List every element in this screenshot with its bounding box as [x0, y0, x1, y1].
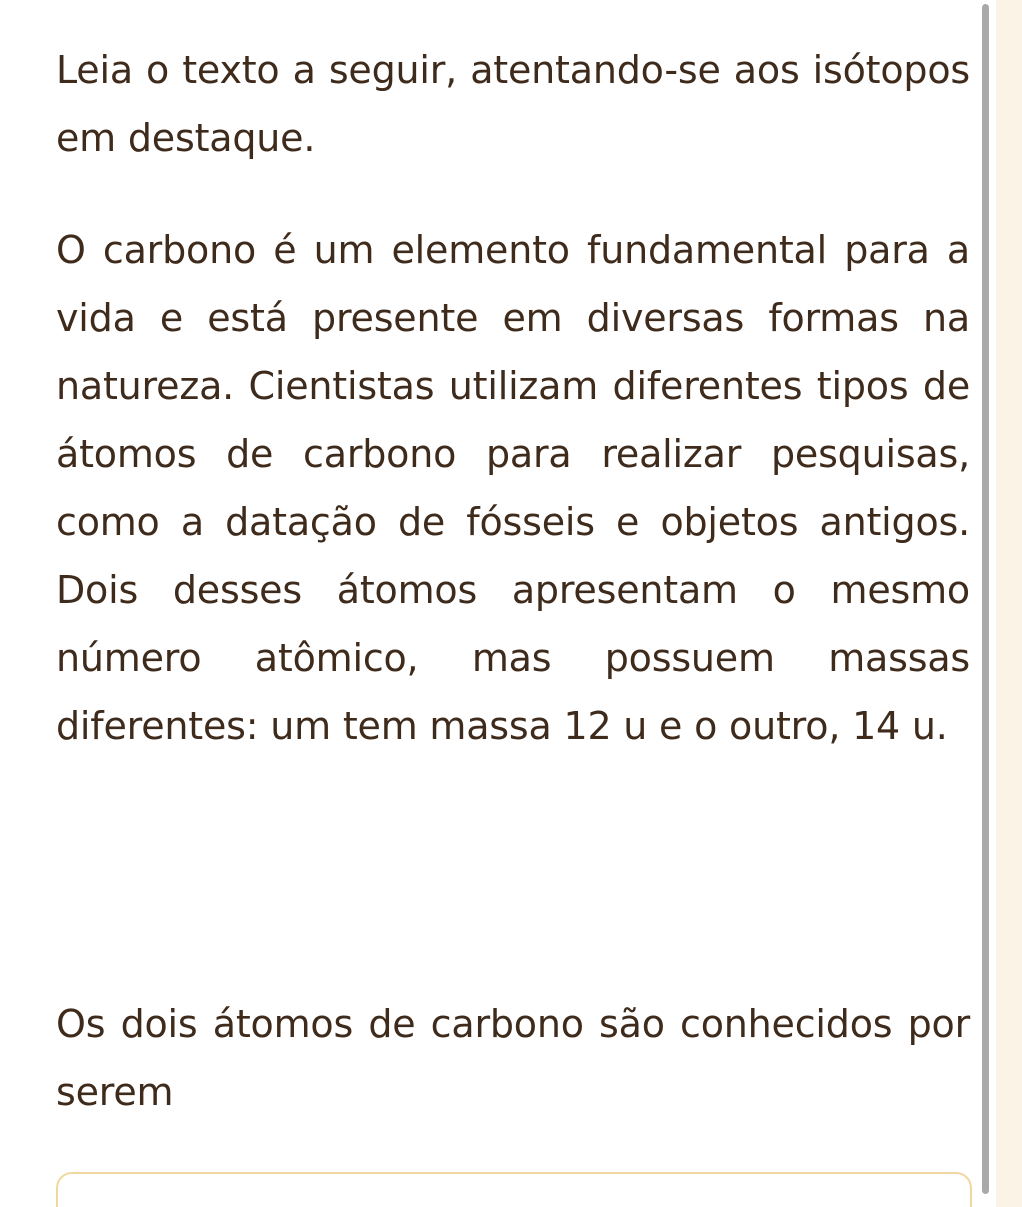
reading-passage: O carbono é um elemento fundamental para a vida e está presente em diversas formas na natureza. Cientistas utilizam diferentes tipos de átomos de carbono para realizar pesquisas, como a datação de fósseis e objetos antigos. Dois desses átomos apresentam o mesmo número atômico, mas possuem massas diferentes: um tem massa 12 u e o outro, 14 u. [56, 228, 970, 748]
scrollbar[interactable] [982, 4, 989, 1194]
question-prompt-container [56, 990, 970, 1126]
reading-content [56, 36, 970, 760]
answer-option[interactable] [56, 1172, 972, 1207]
question-prompt: Os dois átomos de carbono são conhecidos por serem [56, 1002, 970, 1114]
reading-intro: Leia o texto a seguir, atentando-se aos isótopos em destaque. [56, 48, 970, 160]
side-panel-edge [996, 0, 1022, 1207]
